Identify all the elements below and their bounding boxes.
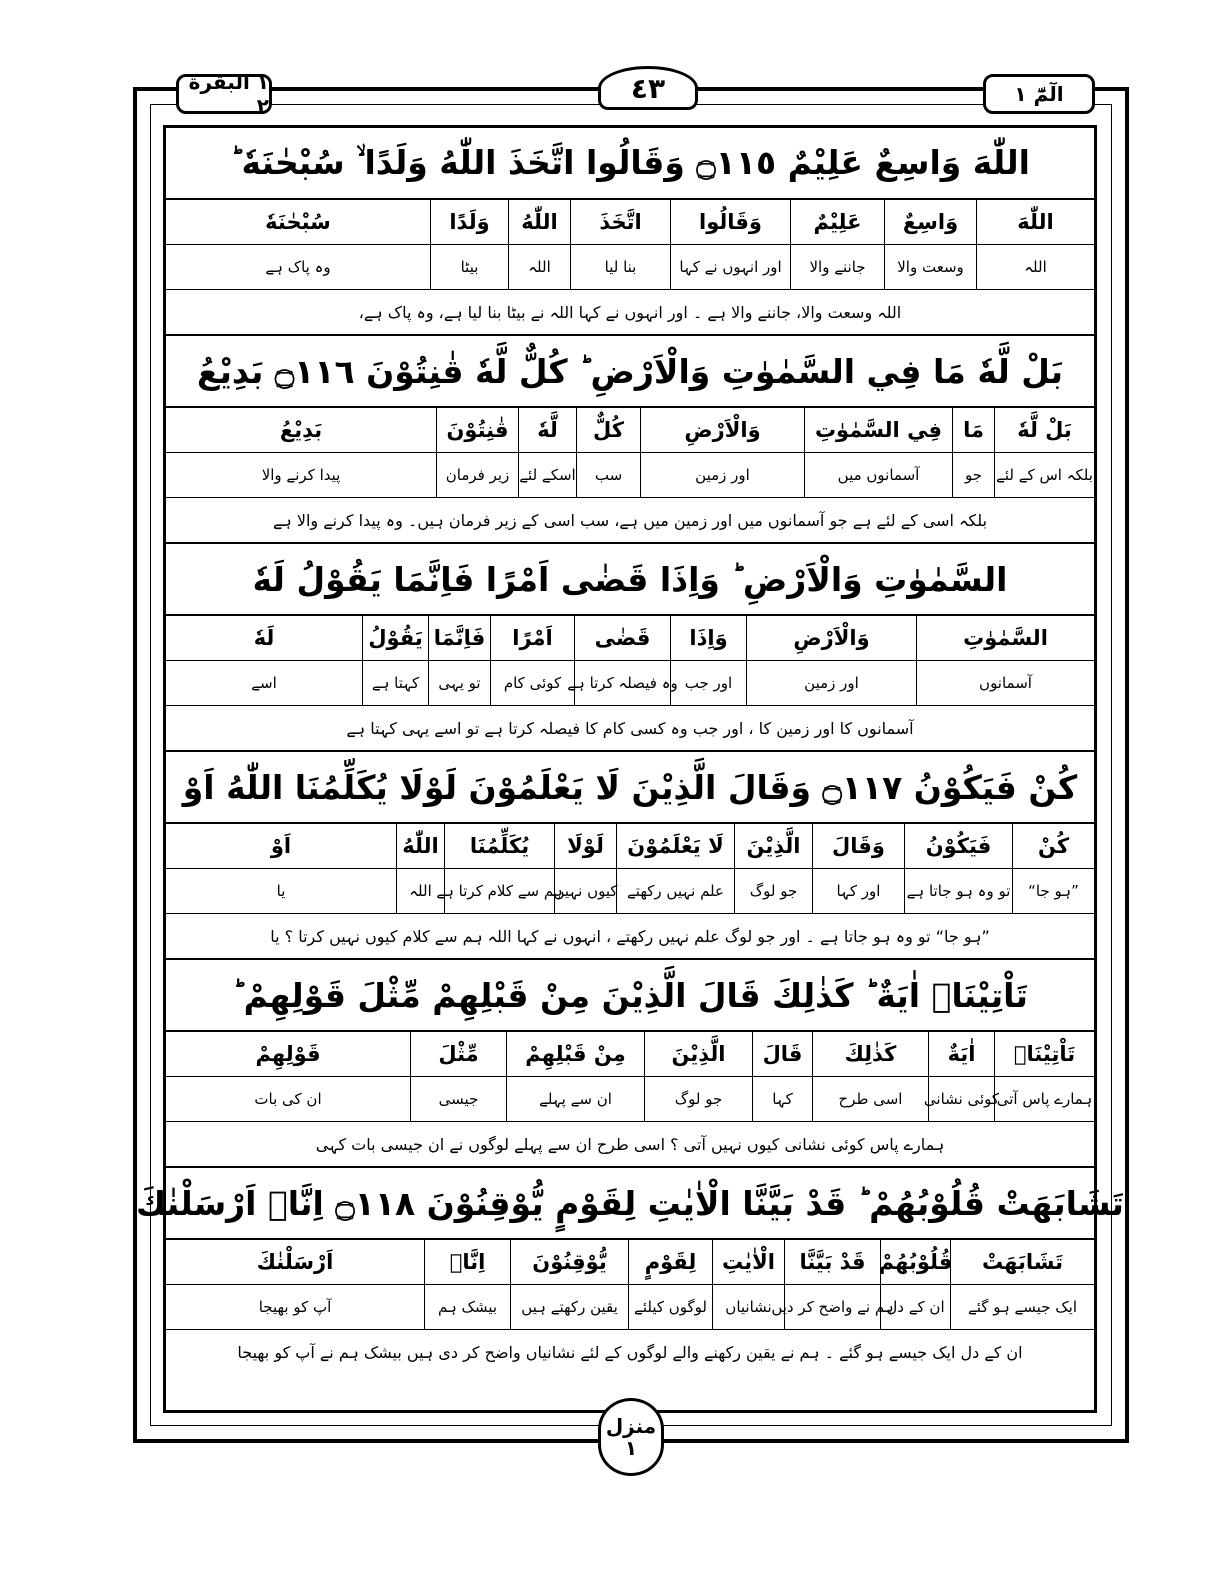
word-cell: الَّذِيْنَ [644,1032,752,1076]
word-row [166,1032,1094,1077]
word-cell: مَا [952,408,994,452]
verse-block [136,1168,1124,1374]
meaning-cell: نشانیاں [712,1285,784,1329]
word-cell: قَضٰى [574,616,670,660]
verse-block [166,752,1094,960]
meaning-cell: ان سے پہلے [506,1077,644,1121]
meaning-cell: یقین رکھتے ہیں [510,1285,628,1329]
meaning-cell: بیشک ہم [424,1285,510,1329]
word-cell: فَاِنَّمَا [428,616,490,660]
meaning-cell: زیر فرمان [436,453,518,497]
meaning-cell: ان کے دل [880,1285,950,1329]
word-cell: يُكَلِّمُنَا [444,824,554,868]
word-cell: يُّوْقِنُوْنَ [510,1240,628,1284]
word-cell: لَهٗ [253,626,275,650]
word-cell: تَشَابَهَتْ [950,1240,1094,1284]
word-cell: قَالَ [752,1032,812,1076]
word-row [166,616,1094,661]
ayah-line: اللّٰهَ وَاسِعٌ عَلِيْمٌ ۝١١٥ وَقَالُوا اتَّخَذَ اللّٰهُ وَلَدًا ۙ سُبْحٰنَهٗ ؕ [166,128,1094,200]
word-cell: عَلِيْمٌ [790,200,884,244]
word-cell: فَيَكُوْنُ [904,824,1012,868]
meaning-cell: وہ پاک ہے [265,258,331,276]
meaning-cell: اسی طرح [812,1077,928,1121]
verse-block [166,128,1094,336]
word-cell: اللّٰهَ [976,200,1094,244]
meaning-row [166,453,1094,498]
meaning-cell: پیدا کرنے والا [261,466,341,484]
translation-line: ان کے دل ایک جیسے ہو گئے ۔ ہم نے یقین رکھنے والے لوگوں کے لئے نشانیاں واضح کر دی ہیں بیشک ہم نے آپ کو بھیجا [237,1342,1023,1362]
word-row [166,408,1094,453]
word-cell: الَّذِيْنَ [734,824,812,868]
meaning-cell: کہا [752,1077,812,1121]
meaning-row [166,869,1094,914]
meaning-cell: اسے [251,674,277,692]
meaning-cell: سب [576,453,640,497]
meaning-cell: آسمانوں میں [804,453,952,497]
meaning-cell: تو وہ ہو جاتا ہے [904,869,1012,913]
translation-line: اللہ وسعت والا، جاننے والا ہے ۔ اور انہوں نے کہا اللہ نے بیٹا بنا لیا ہے، وہ پاک ہے، [358,302,902,322]
word-cell: مِنْ قَبْلِهِمْ [506,1032,644,1076]
verse-block [166,336,1094,544]
word-cell: يَقُوْلُ [362,616,428,660]
word-cell: كُنْ [1012,824,1094,868]
word-cell: كُلٌّ [576,408,640,452]
verse-block [166,544,1094,752]
word-cell: اللّٰهُ [508,200,570,244]
meaning-cell: بنا لیا [570,245,670,289]
meaning-cell: اللہ [976,245,1094,289]
meaning-cell: علم نہیں رکھتے [616,869,734,913]
translation-line: ہمارے پاس کوئی نشانی کیوں نہیں آتی ؟ اسی طرح ان سے پہلے لوگوں نے ان جیسی بات کہی [315,1134,945,1154]
meaning-cell: یا [276,882,286,900]
word-cell: وَقَالَ [812,824,904,868]
word-cell: وَاسِعٌ [884,200,976,244]
meaning-cell: اور زمین [640,453,804,497]
meaning-cell: وہ فیصلہ کرتا ہے [574,661,670,705]
word-cell: قَدْ بَيَّنَّا [784,1240,880,1284]
word-cell: اَرْسَلْنٰكَ [256,1250,334,1274]
ayah-line: السَّمٰوٰتِ وَالْاَرْضِ ؕ وَاِذَا قَضٰى اَمْرًا فَاِنَّمَا يَقُوْلُ لَهٗ [166,544,1094,616]
word-cell: اِنَّاۤ [424,1240,510,1284]
word-row [166,1240,1094,1285]
para-label: الٓمّٓ ١ [983,74,1095,114]
word-cell: لَا يَعْلَمُوْنَ [616,824,734,868]
ayah-line: كُنْ فَيَكُوْنُ ۝١١٧ وَقَالَ الَّذِيْنَ لَا يَعْلَمُوْنَ لَوْلَا يُكَلِّمُنَا اللّٰهُ اَوْ [166,752,1094,824]
word-cell: وَالْاَرْضِ [746,616,916,660]
word-cell: قَوْلِهِمْ [255,1042,321,1066]
word-cell: وَاِذَا [670,616,746,660]
translation-line: بلکہ اسی کے لئے ہے جو آسمانوں میں اور زمین میں ہے، سب اسی کے زیر فرمان ہیں۔ وہ پیدا کرنے والا ہے [273,510,988,530]
word-cell: لَّهٗ [518,408,576,452]
surah-label: ١ البقرة ٢ [176,74,272,114]
word-cell: سُبْحٰنَهٗ [265,210,331,234]
meaning-cell: ان کی بات [254,1090,322,1108]
meaning-cell: آپ کو بھیجا [258,1298,332,1316]
translation-line: ”ہو جا“ تو وہ ہو جاتا ہے ۔ اور جو لوگ علم نہیں رکھتے ، انہوں نے کہا اللہ ہم سے کلام کیوں نہیں کرتا ؟ یا [270,926,990,946]
meaning-cell: اور زمین [746,661,916,705]
word-cell: اللّٰهُ [396,824,444,868]
meaning-cell: جاننے والا [790,245,884,289]
meaning-cell: کوئی کام [490,661,574,705]
meaning-row [166,245,1094,290]
word-cell: قٰنِتُوْنَ [436,408,518,452]
meaning-cell: کہتا ہے [362,661,428,705]
meaning-row [166,661,1094,706]
manzil-badge [598,1398,664,1476]
word-cell: كَذٰلِكَ [812,1032,928,1076]
word-cell: وَالْاَرْضِ [640,408,804,452]
word-cell: اتَّخَذَ [570,200,670,244]
word-cell: بَلْ لَّهٗ [994,408,1094,452]
meaning-cell: کیوں نہیں [554,869,616,913]
meaning-cell: ہم نے واضح کر دیں [784,1285,880,1329]
meaning-cell: ”ہو جا“ [1012,869,1094,913]
word-cell: لِقَوْمٍ [628,1240,712,1284]
meaning-cell: اور انہوں نے کہا [670,245,790,289]
word-cell: وَلَدًا [430,200,508,244]
ayah-line: تَاْتِيْنَاۤ اٰيَةٌ ؕ كَذٰلِكَ قَالَ الَّذِيْنَ مِنْ قَبْلِهِمْ مِّثْلَ قَوْلِهِمْ ؕ [166,960,1094,1032]
word-cell: بَدِيْعُ [279,418,323,442]
word-cell: الْاٰيٰتِ [712,1240,784,1284]
word-row [166,824,1094,869]
meaning-row [166,1285,1094,1330]
meaning-cell: جو [952,453,994,497]
ayah-line: بَلْ لَّهٗ مَا فِي السَّمٰوٰتِ وَالْاَرْضِ ؕ كُلٌّ لَّهٗ قٰنِتُوْنَ ۝١١٦ بَدِيْعُ [166,336,1094,408]
meaning-cell: تو یہی [428,661,490,705]
meaning-cell: وسعت والا [884,245,976,289]
meaning-cell: کوئی نشانی [928,1077,994,1121]
verse-block [166,960,1094,1168]
meaning-cell: آسمانوں [916,661,1094,705]
word-cell: مِّثْلَ [410,1032,506,1076]
word-cell: اٰيَةٌ [928,1032,994,1076]
meaning-cell: اللہ [508,245,570,289]
word-cell: اَوْ [270,834,292,858]
word-cell: فِي السَّمٰوٰتِ [804,408,952,452]
meaning-cell: اسکے لئے [518,453,576,497]
word-cell: قُلُوْبُهُمْ [880,1240,950,1284]
word-cell: لَوْلَا [554,824,616,868]
meaning-cell: جو لوگ [734,869,812,913]
ayah-line: تَشَابَهَتْ قُلُوْبُهُمْ ؕ قَدْ بَيَّنَّا الْاٰيٰتِ لِقَوْمٍ يُّوْقِنُوْنَ ۝١١٨ اِنَّاۤ اَرْسَلْنٰكَ [166,1168,1094,1240]
word-cell: السَّمٰوٰتِ [916,616,1094,660]
meaning-cell: بلکہ اس کے لئے [994,453,1094,497]
meaning-cell: اللہ [396,869,444,913]
word-row [166,200,1094,245]
translation-line: آسمانوں کا اور زمین کا ، اور جب وہ کسی کام کا فیصلہ کرتا ہے تو اسے یہی کہتا ہے [346,718,914,738]
meaning-row [166,1077,1094,1122]
page-content [136,128,1124,1374]
meaning-cell: لوگوں کیلئے [628,1285,712,1329]
meaning-cell: ایک جیسے ہو گئے [950,1285,1094,1329]
meaning-cell: اور جب [670,661,746,705]
word-cell: تَاْتِيْنَاۤ [994,1032,1094,1076]
page-number: ٤٣ [598,66,698,110]
manzil-number: ١ [624,1436,638,1460]
meaning-cell: ہمارے پاس آتی [994,1077,1094,1121]
word-cell: اَمْرًا [490,616,574,660]
manzil-label: منزل [605,1414,657,1438]
meaning-cell: اور کہا [812,869,904,913]
meaning-cell: ہم سے کلام کرتا ہے [444,869,554,913]
meaning-cell: جو لوگ [644,1077,752,1121]
word-cell: وَقَالُوا [670,200,790,244]
meaning-cell: بیٹا [430,245,508,289]
meaning-cell: جیسی [410,1077,506,1121]
